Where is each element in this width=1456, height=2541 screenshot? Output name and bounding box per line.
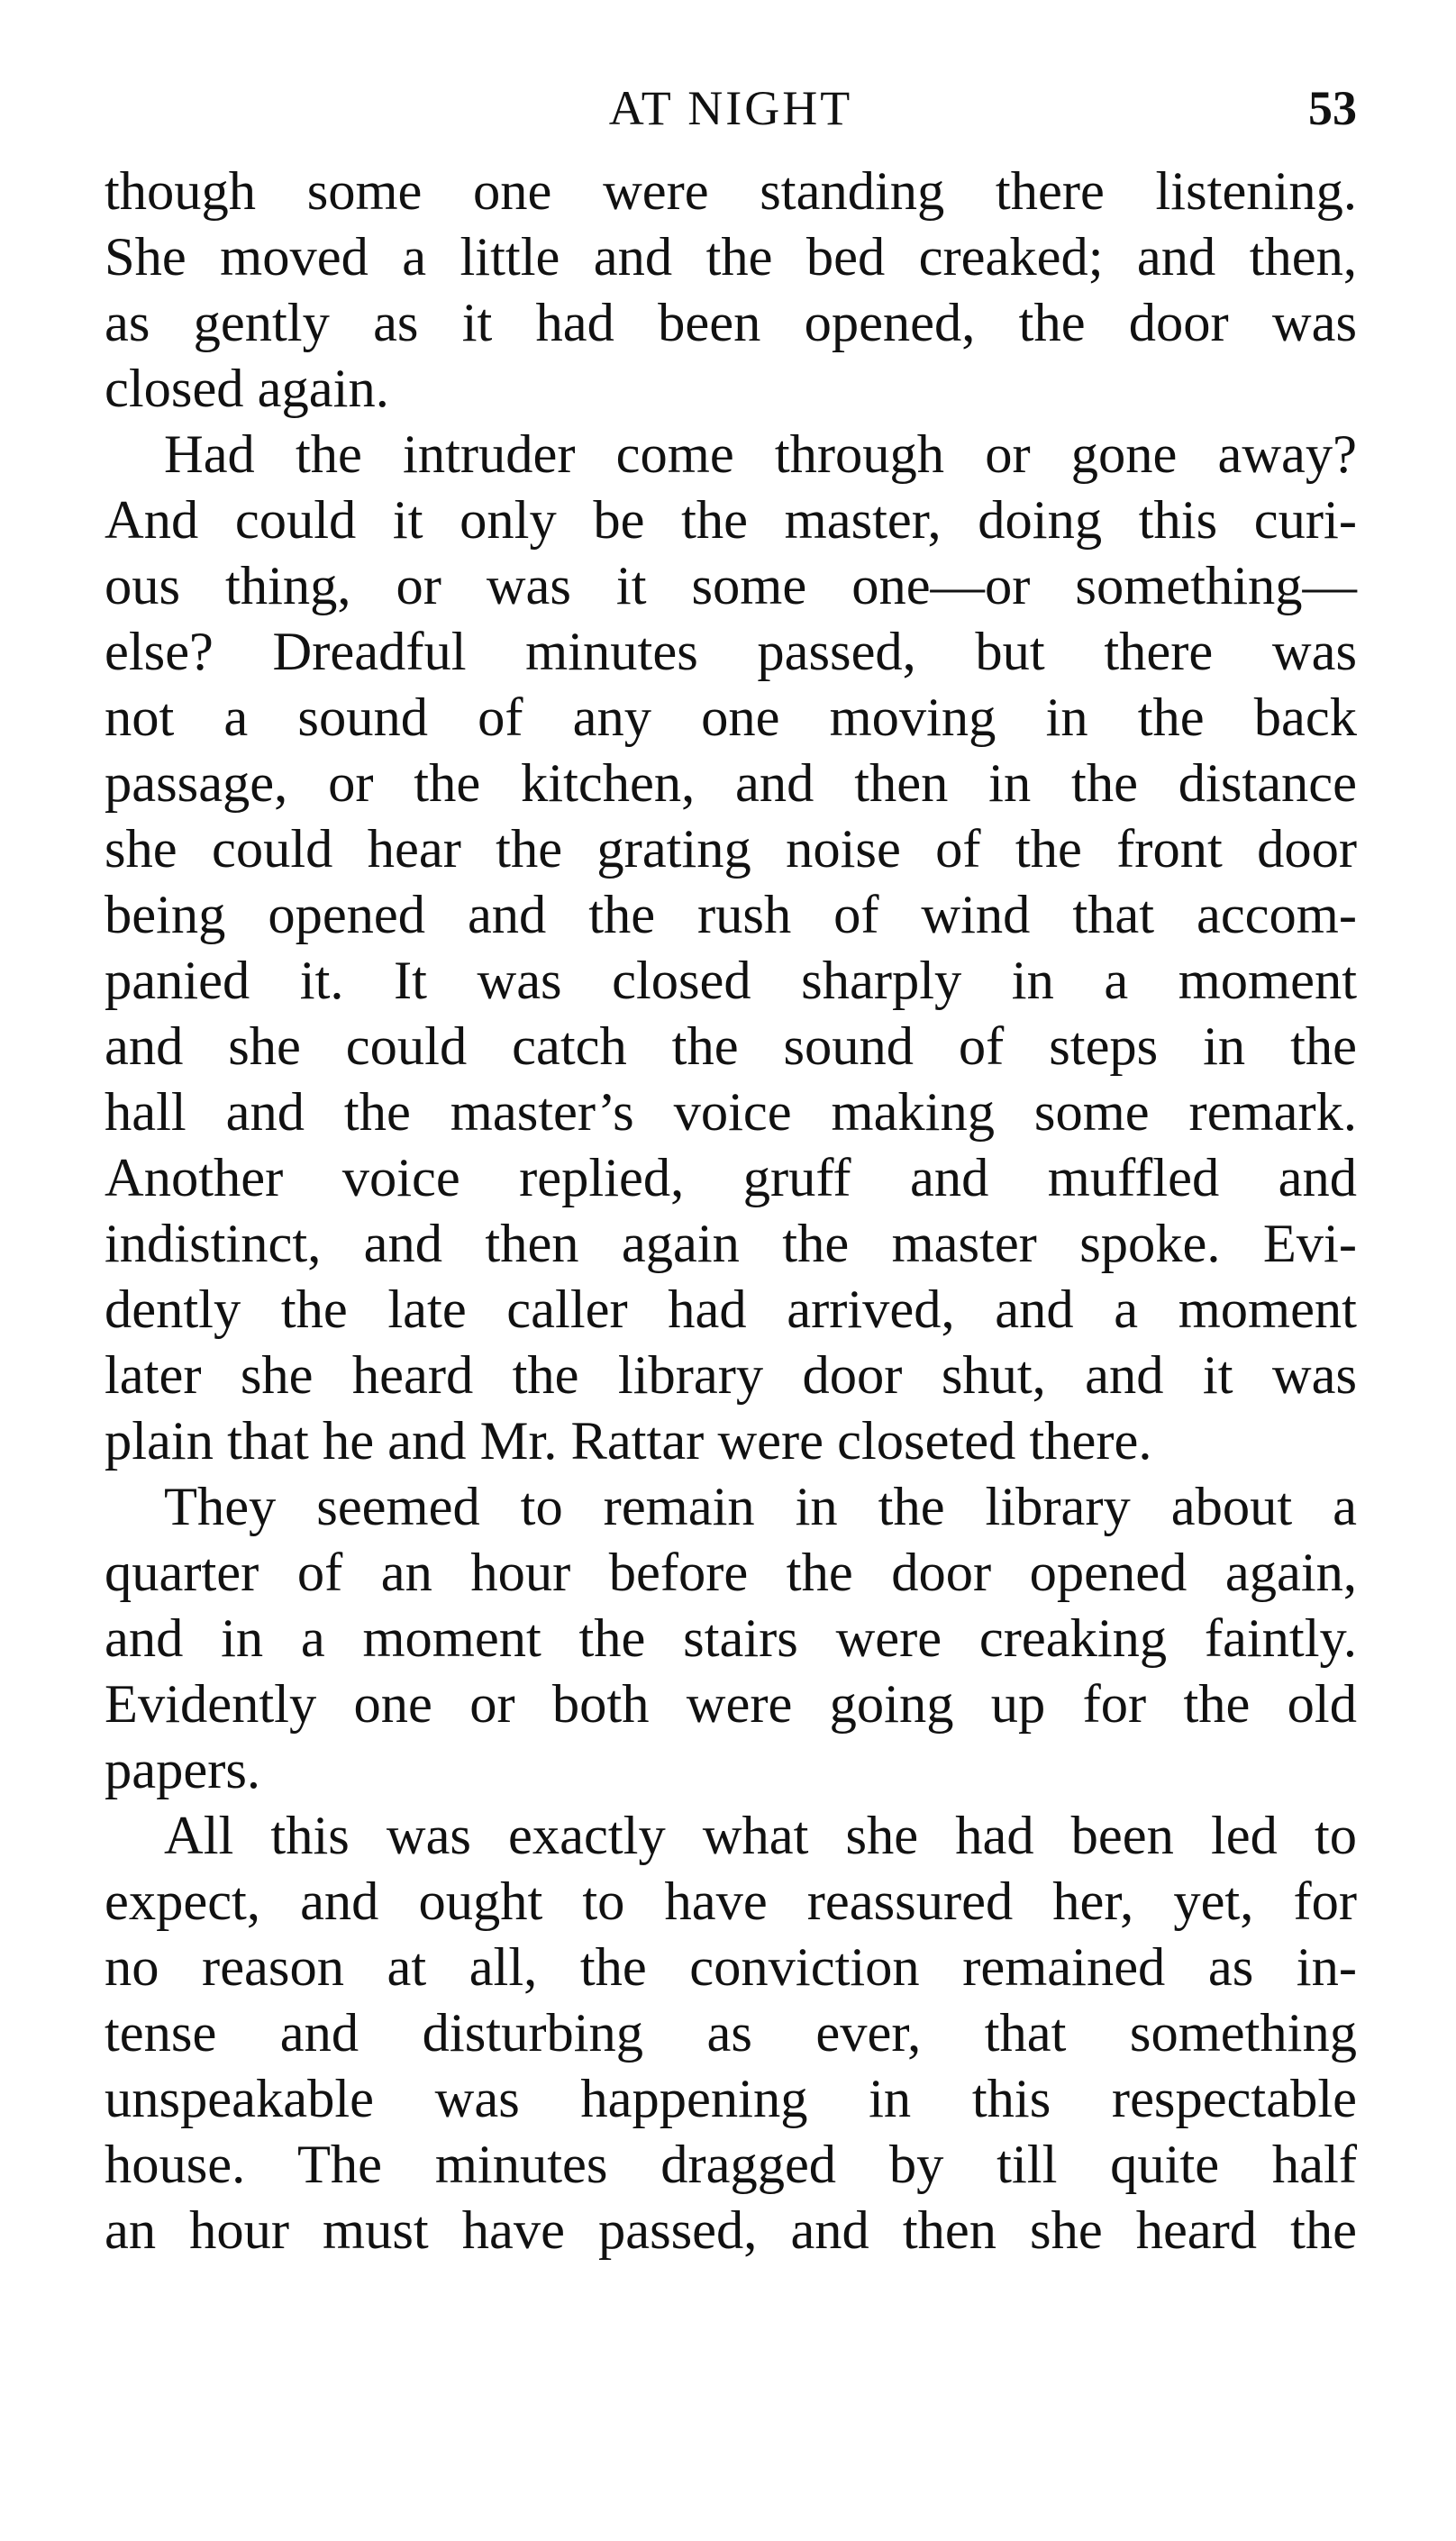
text-line: She moved a little and the bed creaked; and then, — [105, 227, 1357, 287]
text-line: as gently as it had been opened, the door was — [105, 293, 1357, 353]
text-line: They seemed to remain in the library about a — [164, 1477, 1357, 1537]
text-line: later she heard the library door shut, and it was — [105, 1345, 1357, 1406]
text-line: And could it only be the master, doing this curi- — [105, 490, 1357, 551]
text-line: indistinct, and then again the master spoke. Evi- — [105, 1214, 1357, 1274]
text-line: being opened and the rush of wind that accom- — [105, 885, 1357, 945]
text-line: Had the intruder come through or gone away? — [164, 424, 1357, 485]
paragraph — [105, 422, 1357, 1474]
text-line: ous thing, or was it some one—or something— — [105, 556, 1357, 616]
text-line: passage, or the kitchen, and then in the distance — [105, 753, 1357, 814]
text-line: house. The minutes dragged by till quite half — [105, 2135, 1357, 2195]
text-line: closed again. — [105, 359, 389, 419]
text-line: All this was exactly what she had been led to — [164, 1806, 1357, 1866]
text-line: else? Dreadful minutes passed, but there was — [105, 622, 1357, 682]
paragraph — [105, 159, 1357, 422]
paragraph — [105, 1803, 1357, 2263]
text-line: panied it. It was closed sharply in a moment — [105, 951, 1357, 1011]
text-line: she could hear the grating noise of the front door — [105, 819, 1357, 879]
text-line: an hour must have passed, and then she heard the — [105, 2200, 1357, 2261]
text-line: Another voice replied, gruff and muffled and — [105, 1148, 1357, 1208]
page-number: 53 — [1308, 81, 1357, 135]
text-line: tense and disturbing as ever, that something — [105, 2003, 1357, 2063]
text-line: no reason at all, the conviction remained as in- — [105, 1937, 1357, 1998]
paragraph — [105, 1474, 1357, 1803]
text-line: plain that he and Mr. Rattar were closeted there. — [105, 1411, 1152, 1471]
body-text — [105, 159, 1357, 2263]
text-line: dently the late caller had arrived, and a moment — [105, 1280, 1357, 1340]
text-line: and she could catch the sound of steps in the — [105, 1016, 1357, 1077]
text-line: quarter of an hour before the door opened again, — [105, 1543, 1357, 1603]
page-header — [105, 76, 1357, 141]
text-line: though some one were standing there listening. — [105, 161, 1357, 222]
text-line: not a sound of any one moving in the back — [105, 688, 1357, 748]
running-title: AT NIGHT — [608, 81, 853, 135]
text-line: and in a moment the stairs were creaking faintly. — [105, 1608, 1357, 1669]
text-line: expect, and ought to have reassured her, yet, for — [105, 1872, 1357, 1932]
text-line: unspeakable was happening in this respectable — [105, 2069, 1357, 2129]
text-line: Evidently one or both were going up for the old — [105, 1674, 1357, 1735]
text-line: papers. — [105, 1740, 261, 1800]
text-line: hall and the master’s voice making some remark. — [105, 1082, 1357, 1143]
